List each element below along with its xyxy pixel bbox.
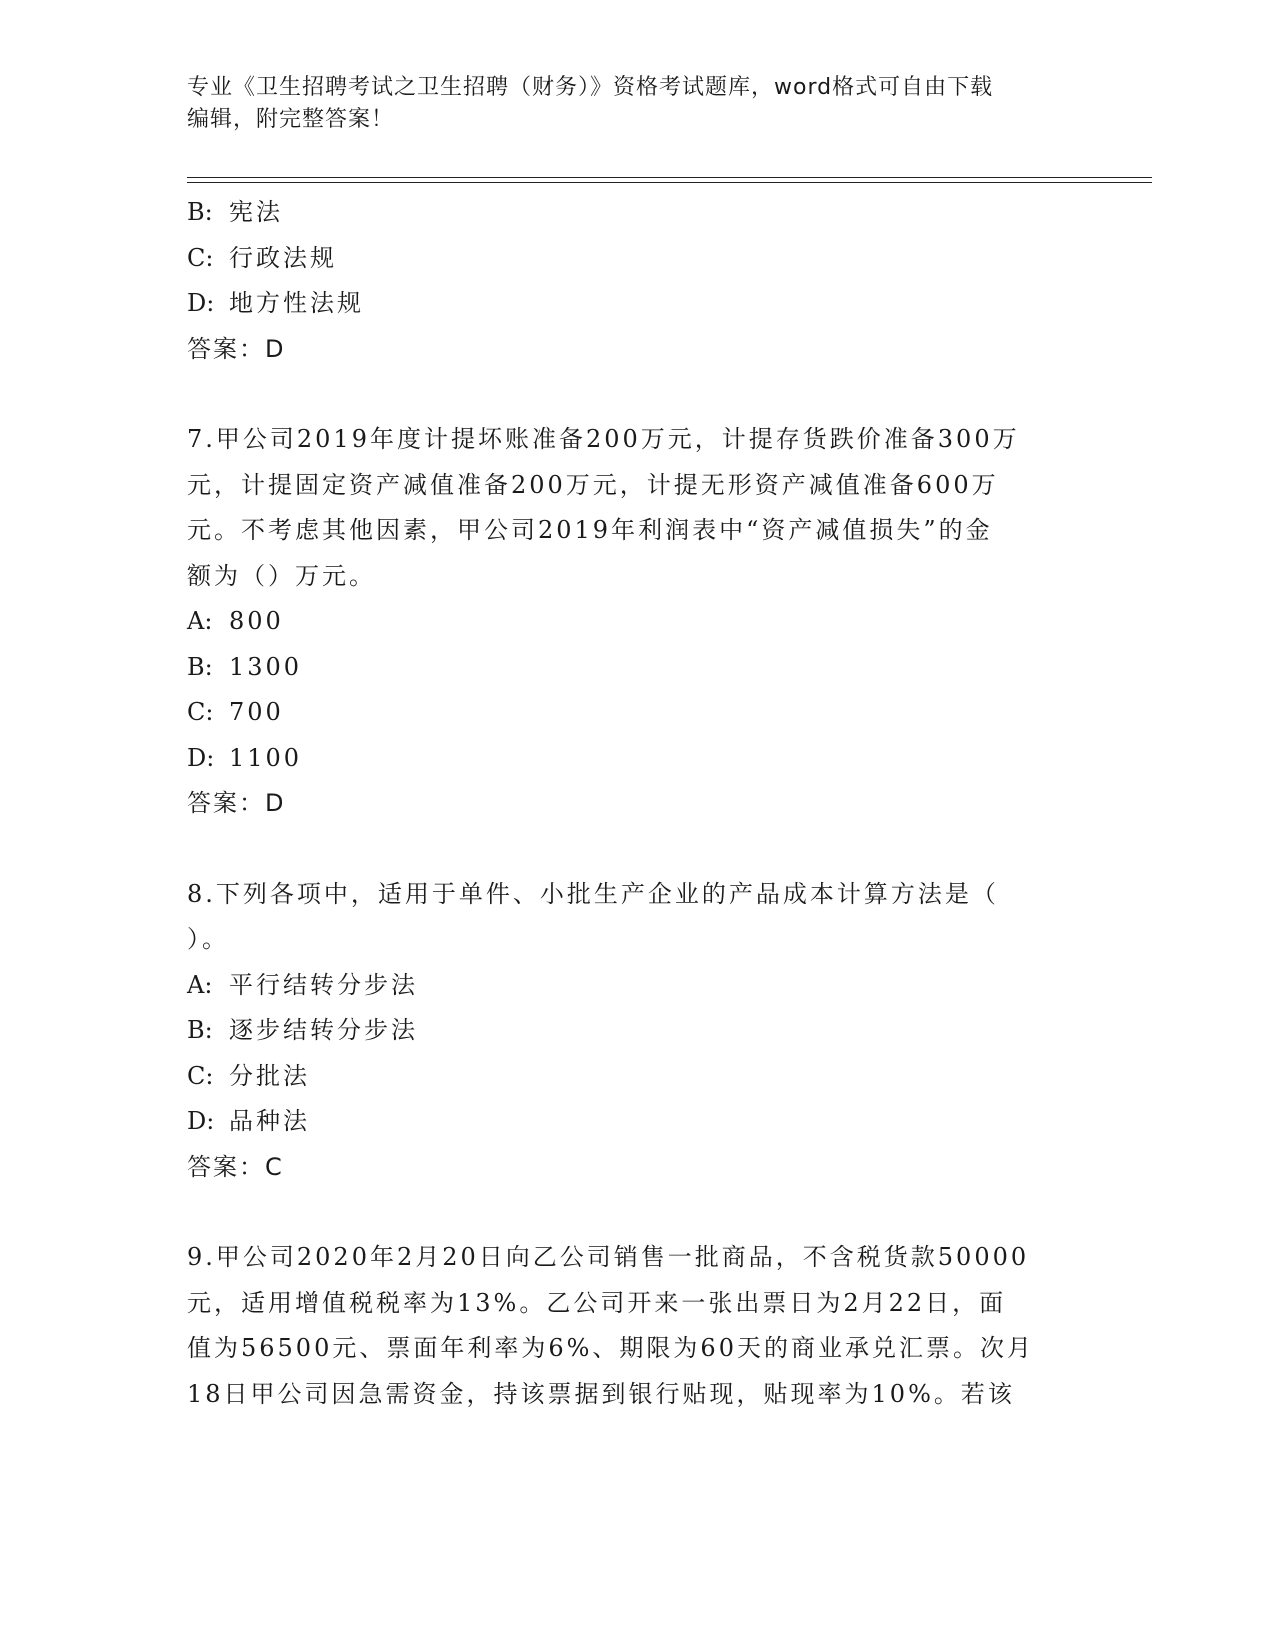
option-a	[187, 963, 1077, 1009]
option-label: D:	[187, 289, 215, 317]
answer-line: 答案：D	[187, 334, 286, 363]
option-label: C:	[187, 243, 214, 272]
option-text: 800	[229, 607, 284, 635]
spacer	[187, 372, 1077, 417]
option-d	[187, 281, 1077, 327]
option-text: 分批法	[229, 1061, 310, 1090]
option-label: D:	[187, 743, 215, 772]
option-text: 宪法	[229, 198, 283, 226]
option-label: D:	[187, 1107, 215, 1135]
question-9	[187, 1235, 1077, 1417]
option-a	[187, 599, 1077, 645]
option-text: 1100	[229, 743, 303, 772]
option-b	[187, 1008, 1077, 1054]
option-d	[187, 1099, 1077, 1145]
header-divider-bottom	[187, 182, 1152, 183]
question-text-line: 元。不考虑其他因素，甲公司2019年利润表中“资产减值损失”的金	[187, 516, 993, 544]
option-label: B:	[187, 198, 213, 226]
question-text-line: 值为56500元、票面年利率为6%、期限为60天的商业承兑汇票。次月	[187, 1334, 1034, 1362]
question-text-line: 18日甲公司因急需资金，持该票据到银行贴现，贴现率为10%。若该	[187, 1379, 1015, 1408]
question-text-line: 额为（）万元。	[187, 561, 376, 590]
option-label: B:	[187, 652, 213, 681]
option-label: C:	[187, 1061, 214, 1090]
question-8	[187, 872, 1077, 1191]
option-text: 品种法	[229, 1107, 310, 1135]
option-c	[187, 1054, 1077, 1100]
question-text-line: 8.下列各项中，适用于单件、小批生产企业的产品成本计算方法是（	[187, 879, 999, 908]
option-text: 700	[229, 698, 284, 726]
header-line-2: 编辑，附完整答案！	[187, 107, 395, 132]
option-label: B:	[187, 1016, 213, 1044]
spacer	[187, 1190, 1077, 1235]
document-header	[187, 72, 1067, 136]
option-text: 逐步结转分步法	[229, 1016, 418, 1044]
question-text-line: 7.甲公司2019年度计提坏账准备200万元，计提存货跌价准备300万	[187, 425, 1020, 453]
option-b	[187, 190, 1077, 236]
option-label: C:	[187, 698, 214, 726]
option-d	[187, 736, 1077, 782]
question-text-line: ）。	[187, 925, 229, 953]
header-divider-top	[187, 177, 1152, 178]
option-c	[187, 236, 1077, 282]
question-content	[187, 190, 1077, 1417]
question-text-line: 元，计提固定资产减值准备200万元，计提无形资产减值准备600万	[187, 470, 999, 499]
question-7	[187, 417, 1077, 827]
option-text: 行政法规	[229, 243, 337, 272]
option-b	[187, 645, 1077, 691]
header-line-1: 专业《卫生招聘考试之卫生招聘（财务）》资格考试题库，word格式可自由下载	[187, 75, 994, 100]
option-text: 平行结转分步法	[229, 970, 418, 999]
option-text: 1300	[229, 652, 303, 681]
answer-line: 答案：C	[187, 1152, 284, 1181]
option-label: A:	[187, 970, 213, 999]
option-text: 地方性法规	[229, 289, 364, 317]
spacer	[187, 827, 1077, 872]
question-6	[187, 190, 1077, 372]
question-text-line: 9.甲公司2020年2月20日向乙公司销售一批商品，不含税货款50000	[187, 1243, 1030, 1271]
option-c	[187, 690, 1077, 736]
option-label: A:	[187, 607, 213, 635]
answer-line: 答案：D	[187, 789, 286, 817]
question-text-line: 元，适用增值税税率为13%。乙公司开来一张出票日为2月22日，面	[187, 1288, 1007, 1317]
